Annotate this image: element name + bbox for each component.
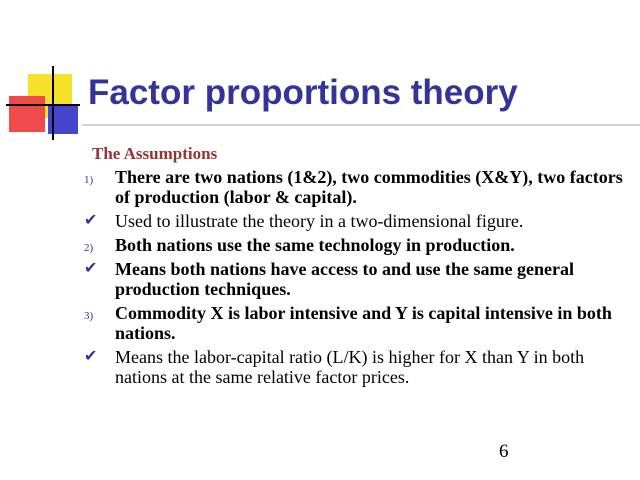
assumption-list — [0, 167, 640, 391]
list-item — [0, 235, 635, 255]
checkmark-icon: ✔ — [84, 348, 98, 365]
vertical-line — [52, 66, 54, 140]
list-item — [0, 211, 635, 231]
checkmark-icon: ✔ — [84, 212, 98, 229]
list-item-text: There are two nations (1&2), two commodities (X&Y), two factors of production (labor & capital). — [115, 167, 623, 207]
list-item — [0, 347, 635, 387]
list-item-text: Both nations use the same technology in production. — [115, 235, 515, 255]
list-item-text: Means both nations have access to and use the same general production techniques. — [115, 259, 574, 299]
list-item — [0, 259, 635, 299]
list-item — [0, 303, 635, 343]
checkmark-icon: ✔ — [84, 260, 98, 277]
list-item-text: Used to illustrate the theory in a two-dimensional figure. — [115, 211, 524, 231]
number-marker: 2) — [84, 242, 94, 254]
red-square — [9, 96, 45, 132]
number-marker: 1) — [84, 174, 94, 186]
subheading: The Assumptions — [92, 144, 218, 163]
list-item — [0, 167, 635, 207]
list-item-text: Means the labor-capital ratio (L/K) is higher for X than Y in both nations at the same relative factor prices. — [115, 347, 585, 387]
corner-logo-decoration — [0, 0, 100, 150]
number-marker: 3) — [84, 310, 94, 322]
page-number: 6 — [499, 441, 509, 462]
horizontal-line — [6, 104, 80, 106]
list-item-text: Commodity X is labor intensive and Y is capital intensive in both nations. — [115, 303, 612, 343]
slide-title: Factor proportions theory — [88, 73, 518, 112]
title-underline — [82, 124, 640, 126]
